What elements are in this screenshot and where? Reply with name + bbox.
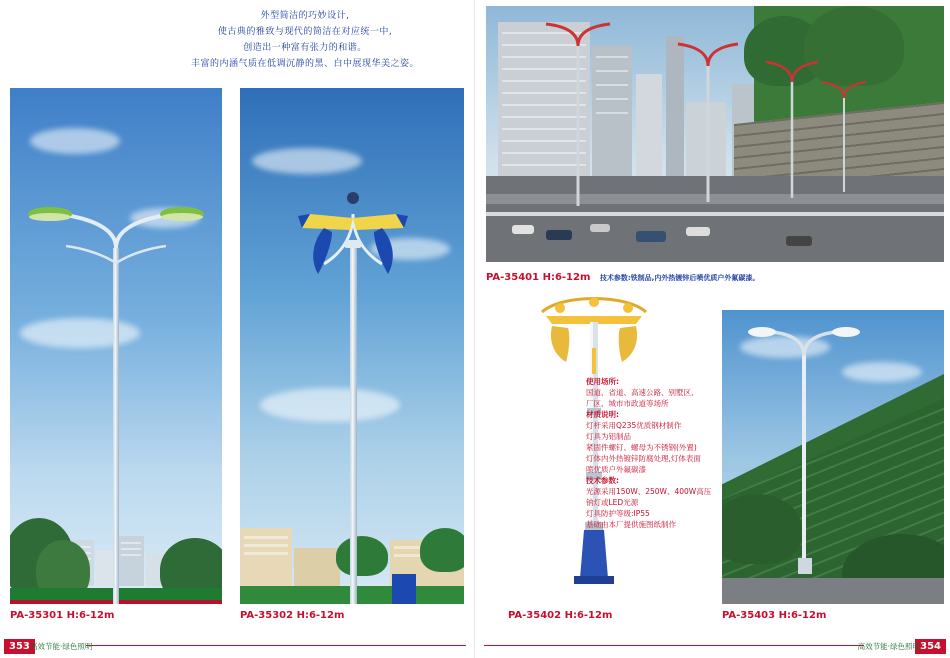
product-photo-pa-35302 (240, 88, 464, 604)
caption-pa-35401 (486, 272, 759, 283)
product-photo-pa-35403 (722, 310, 944, 604)
product-id-pa-35402: PA-35402 (508, 610, 562, 621)
product-spec-pa-35302: H:6-12m (296, 610, 345, 621)
product-photo-pa-35301 (10, 88, 222, 604)
product-id-pa-35301: PA-35301 (10, 610, 64, 621)
product-spec-pa-35401: H:6-12m (542, 272, 591, 283)
spec-title-use: 使用场所: (586, 377, 619, 386)
product-spec-pa-35301: H:6-12m (66, 610, 115, 621)
product-spec-pa-35403: H:6-12m (778, 610, 827, 621)
spec-material-line-1: 灯杆采用Q235优质钢材制作 (586, 421, 682, 430)
footer-page-left: 353 (4, 639, 35, 654)
spec-use-line-2: 厂区、城市市政道等场所 (586, 399, 669, 408)
page-headline (155, 8, 455, 72)
product-id-pa-35302: PA-35302 (240, 610, 294, 621)
headline-line-3: 创造出一种富有张力的和谐。 (243, 43, 367, 53)
product-note-pa-35401: 技术参数:铁制品,内外热镀锌后喷优质户外氟碳漆。 (599, 274, 760, 282)
caption-pa-35302 (240, 610, 344, 621)
spec-tech-line-3: 灯具防护等级:IP55 (586, 509, 650, 518)
spec-material-line-4: 灯体内外热镀锌防腐处理,灯体表面 (586, 454, 701, 463)
footer-text-left: 高效节能·绿色照明 (30, 642, 93, 651)
product-spec-pa-35402: H:6-12m (564, 610, 613, 621)
product-id-pa-35401: PA-35401 (486, 272, 540, 283)
caption-pa-35402 (508, 610, 612, 621)
product-id-pa-35403: PA-35403 (722, 610, 776, 621)
spec-material-line-3: 紧固件螺钉、螺母为不锈钢(外置) (586, 443, 697, 452)
caption-pa-35403 (722, 610, 826, 621)
footer-page-right: 354 (915, 639, 946, 654)
spec-tech-line-2: 钠灯或LED光源 (586, 498, 639, 507)
spec-title-tech: 技术参数: (586, 476, 619, 485)
spec-title-material: 材质说明: (586, 410, 619, 419)
headline-line-2: 使古典的雅致与现代的简洁在对应统一中, (217, 27, 393, 37)
caption-pa-35301 (10, 610, 114, 621)
spec-tech-line-4: 基础由本厂提供施图纸制作 (586, 520, 676, 529)
spec-tech-line-1: 光源采用150W、250W、400W高压 (586, 487, 712, 496)
page-gutter (474, 0, 475, 658)
product-photo-pa-35401 (486, 6, 944, 262)
headline-line-4: 丰富的内涵气质在低调沉静的黑、白中展现华美之姿。 (190, 59, 419, 69)
spec-material-line-5: 喷优质户外氟碳漆 (586, 465, 646, 474)
headline-line-1: 外型简洁的巧妙设计, (260, 11, 350, 21)
spec-panel (586, 376, 711, 530)
footer-text-right: 高效节能·绿色照明 (857, 642, 920, 651)
spec-material-line-2: 灯具为铝制品 (586, 432, 631, 441)
spec-use-line-1: 国道、省道、高速公路、别墅区、 (586, 388, 699, 397)
page-footer (0, 630, 950, 658)
